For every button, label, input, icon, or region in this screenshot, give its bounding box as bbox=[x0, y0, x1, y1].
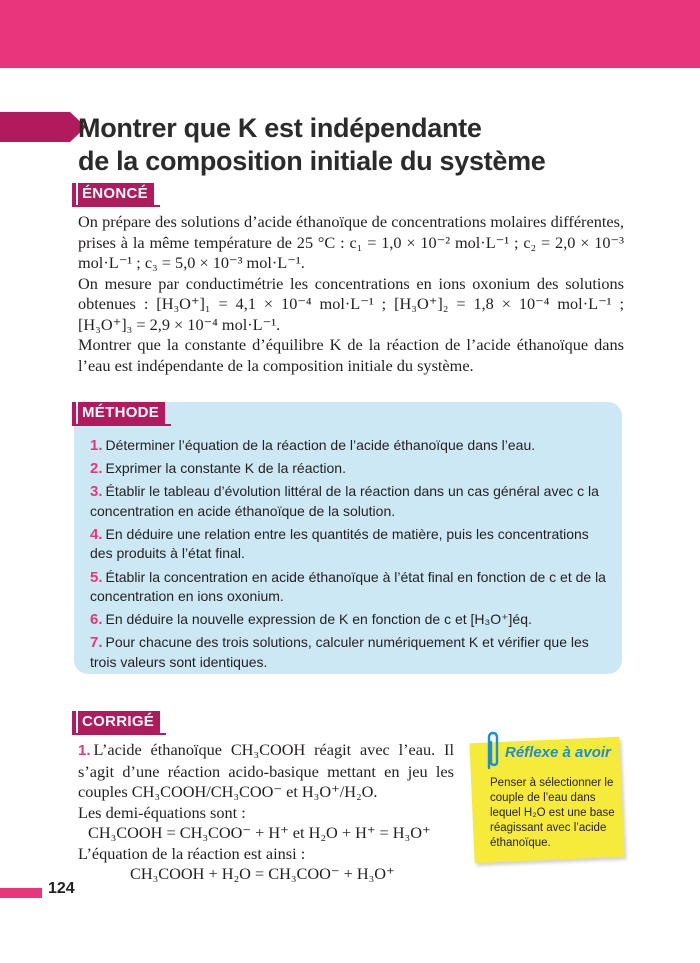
step-number: 2. bbox=[90, 460, 103, 478]
step-number: 3. bbox=[90, 483, 103, 501]
methode-step bbox=[90, 436, 612, 456]
paperclip-icon bbox=[484, 730, 502, 772]
title-line-1: Montrer que K est indépendante bbox=[78, 113, 482, 143]
corrige-number: 1. bbox=[78, 742, 91, 759]
enonce-section bbox=[78, 212, 624, 376]
corrige-paragraph-1 bbox=[78, 740, 454, 803]
methode-tag: MÉTHODE bbox=[78, 402, 165, 424]
step-number: 5. bbox=[90, 568, 103, 586]
note-text: Penser à sélectionner le couple de l’eau dans lequel H₂O est une base réagissant avec l’acide éthanoïque. bbox=[490, 777, 615, 849]
enonce-paragraph-2: On mesure par conductimétrie les concentrations en ions oxonium des solutions obtenues : [H₃O⁺]₁ = 4,1 × 10⁻⁴ mol·L⁻¹ ; [H₃O⁺]₂ = 1,8 × 10⁻⁴ mol·L⁻¹ ; [H₃O⁺]₃ = 2,9 × 10⁻⁴ mol·L⁻¹. bbox=[78, 273, 624, 334]
corrige-paragraph-3: L’équation de la réaction est ainsi : bbox=[78, 843, 306, 863]
footer-bar bbox=[0, 888, 42, 898]
step-number: 7. bbox=[90, 634, 103, 652]
step-text: Exprimer la constante K de la réaction. bbox=[105, 460, 346, 477]
step-text: Pour chacune des trois solutions, calculer numériquement K et vérifier que les trois valeurs sont identiques. bbox=[90, 634, 589, 670]
enonce-paragraph-3: Montrer que la constante d’équilibre K de la réaction de l’acide éthanoïque dans l’eau est indépendante de la composition initiale du système. bbox=[78, 335, 624, 375]
methode-step bbox=[90, 568, 612, 607]
methode-step bbox=[90, 525, 612, 564]
page-number: 124 bbox=[48, 880, 75, 897]
title-line-2: de la composition initiale du système bbox=[78, 146, 546, 176]
corrige-text-1: L’acide éthanoïque CH₃COOH réagit avec l’eau. Il s’agit d’une réaction acido-basique mettant en jeu les couples CH₃COOH/CH₃COO⁻ et H₃O⁺/H₂O. bbox=[78, 740, 454, 801]
step-number: 4. bbox=[90, 525, 103, 543]
methode-step bbox=[90, 610, 612, 630]
step-number: 6. bbox=[90, 611, 103, 629]
reaction-equation: CH₃COOH + H₂O = CH₃COO⁻ + H₃O⁺ bbox=[130, 864, 395, 883]
header-bar bbox=[0, 0, 700, 68]
step-text: Établir le tableau d’évolution littéral de la réaction dans un cas général avec c la concentration en acide éthanoïque de la solution. bbox=[90, 483, 599, 519]
enonce-paragraph-1: On prépare des solutions d’acide éthanoïque de concentrations molaires différentes, prises à la même température de 25 °C : c₁ = 1,0 × 10⁻² mol·L⁻¹ ; c₂ = 2,0 × 10⁻³ mol·L⁻¹ ; c₃ = 5,0 × 10⁻³ mol·L⁻¹. bbox=[78, 212, 624, 272]
methode-step bbox=[90, 633, 612, 672]
methode-step bbox=[90, 482, 612, 521]
step-text: Établir la concentration en acide éthanoïque à l’état final en fonction de c et de la concentration en ions oxonium. bbox=[90, 568, 606, 605]
half-equations: CH₃COOH = CH₃COO⁻ + H⁺ et H₂O + H⁺ = H₃O⁺ bbox=[88, 823, 431, 842]
step-text: Déterminer l’équation de la réaction de l’acide éthanoïque dans l’eau. bbox=[105, 437, 536, 453]
page-title bbox=[78, 112, 678, 178]
step-text: En déduire la nouvelle expression de K en fonction de c et [H₃O⁺]éq. bbox=[105, 611, 532, 628]
corrige-paragraph-2: Les demi-équations sont : bbox=[78, 802, 246, 822]
step-number: 1. bbox=[90, 437, 103, 454]
enonce-tag: ÉNONCÉ bbox=[78, 183, 154, 205]
corrige-section bbox=[78, 740, 454, 885]
methode-list bbox=[90, 436, 612, 676]
note-title: Réflexe à avoir bbox=[505, 744, 611, 761]
step-text: En déduire une relation entre les quantités de matière, puis les concentrations des produits à l’état final. bbox=[90, 525, 589, 562]
corrige-tag: CORRIGÉ bbox=[78, 711, 160, 733]
methode-step bbox=[90, 459, 612, 479]
title-marker bbox=[0, 112, 70, 142]
